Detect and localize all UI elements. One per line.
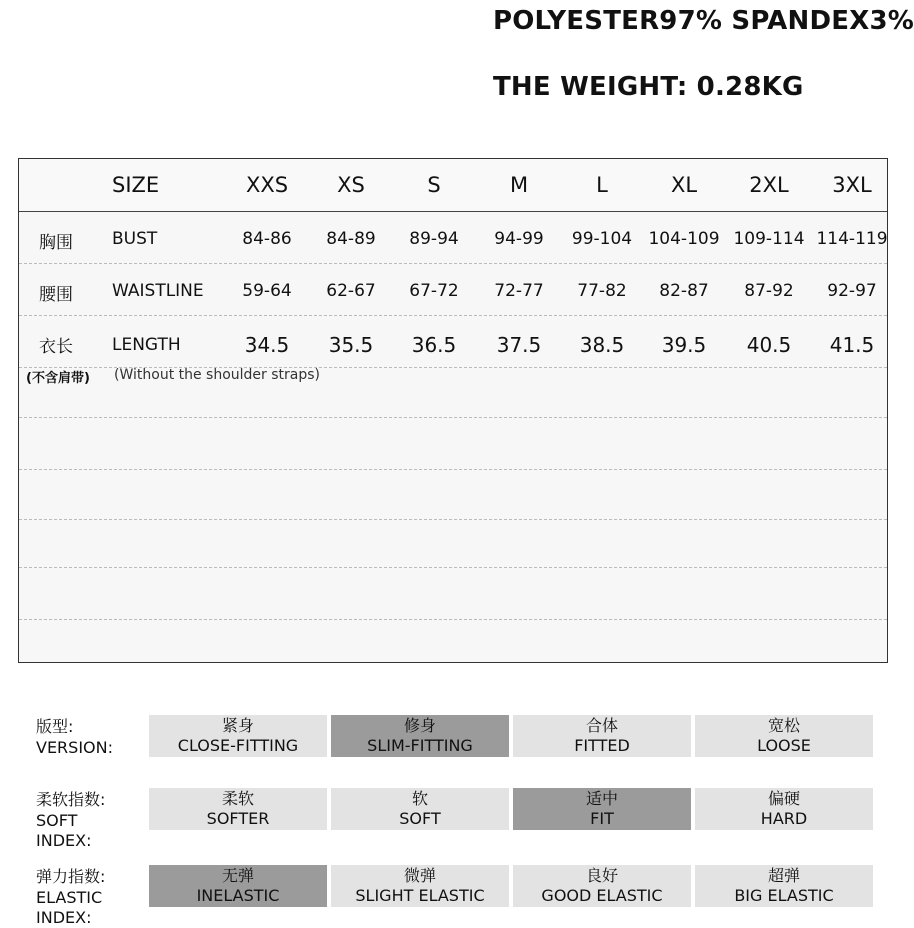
property-label-en: ELASTIC INDEX: <box>36 888 103 927</box>
option-box <box>695 788 873 830</box>
table-cell: 59-64 <box>242 281 292 301</box>
table-cell: 94-99 <box>494 229 544 249</box>
option-label-cn: 宽松 <box>767 716 800 735</box>
option-label-en: SLIGHT ELASTIC <box>355 886 485 905</box>
property-label-cn: 版型: <box>36 717 74 736</box>
table-cell: 99-104 <box>571 229 633 249</box>
table-row <box>19 315 887 367</box>
material-composition: POLYESTER97% SPANDEX3% <box>493 6 914 36</box>
table-cell: 72-77 <box>494 281 544 301</box>
option-label-cn: 柔软 <box>221 789 254 808</box>
size-header-cell: L <box>596 173 608 197</box>
table-cell: 41.5 <box>829 333 875 357</box>
row-label-cn: 衣长 <box>39 337 73 357</box>
option-label-en: GOOD ELASTIC <box>541 886 663 905</box>
row-divider <box>19 469 887 470</box>
option-box <box>513 715 691 757</box>
table-cell: 92-97 <box>827 281 877 301</box>
note-english: (Without the shoulder straps) <box>114 367 321 383</box>
option-label-en: FITTED <box>574 736 630 755</box>
size-chart-table <box>18 158 888 663</box>
option-label-en: SOFT <box>399 809 441 828</box>
table-cell: 84-86 <box>242 229 292 249</box>
size-header-cell: XL <box>670 173 698 197</box>
option-label-en: HARD <box>760 809 808 828</box>
row-divider <box>19 519 887 520</box>
option-label-en: SLIM-FITTING <box>367 736 473 755</box>
property-label-cn: 弹力指数: <box>36 867 106 886</box>
size-header-cell: XS <box>337 173 365 197</box>
table-cell: 67-72 <box>409 281 459 301</box>
table-cell: 39.5 <box>661 333 707 357</box>
option-label-cn: 无弹 <box>221 866 254 885</box>
option-box <box>513 865 691 907</box>
option-label-en: FIT <box>590 809 614 828</box>
table-cell: 82-87 <box>659 281 709 301</box>
property-label-cn: 柔软指数: <box>36 790 106 809</box>
size-column-label: SIZE <box>112 173 160 197</box>
row-divider <box>19 567 887 568</box>
table-cell: 36.5 <box>411 333 457 357</box>
option-box <box>695 715 873 757</box>
row-label-en: BUST <box>112 229 158 249</box>
option-label-en: INELASTIC <box>196 886 280 905</box>
option-box <box>149 715 327 757</box>
table-cell: 104-109 <box>648 229 720 249</box>
option-box <box>695 865 873 907</box>
option-label-cn: 修身 <box>403 716 436 735</box>
option-label-cn: 适中 <box>585 789 618 808</box>
table-cell: 77-82 <box>577 281 627 301</box>
table-row <box>19 211 887 263</box>
option-box <box>331 788 509 830</box>
row-divider <box>19 315 887 316</box>
row-label-cn: 胸围 <box>39 233 73 253</box>
table-cell: 89-94 <box>409 229 459 249</box>
table-cell: 34.5 <box>244 333 290 357</box>
property-label-en: SOFT INDEX: <box>36 811 92 850</box>
table-cell: 38.5 <box>579 333 625 357</box>
selected-option-box <box>513 788 691 830</box>
option-label-en: CLOSE-FITTING <box>177 736 299 755</box>
row-label-en: LENGTH <box>112 335 181 355</box>
selected-option-box <box>149 865 327 907</box>
table-cell: 114-119 <box>816 229 888 249</box>
option-label-cn: 超弹 <box>767 866 800 885</box>
option-label-cn: 合体 <box>585 716 618 735</box>
table-cell: 35.5 <box>328 333 374 357</box>
size-header-cell: 2XL <box>749 173 789 197</box>
note-chinese: (不含肩带) <box>26 371 90 386</box>
size-header-cell: S <box>427 173 441 197</box>
table-cell: 62-67 <box>326 281 376 301</box>
table-cell: 87-92 <box>744 281 794 301</box>
row-divider <box>19 417 887 418</box>
option-label-en: SOFTER <box>206 809 270 828</box>
property-label-en: VERSION: <box>36 738 113 757</box>
option-label-en: BIG ELASTIC <box>734 886 834 905</box>
row-label-cn: 腰围 <box>39 285 73 305</box>
table-cell: 37.5 <box>496 333 542 357</box>
option-label-cn: 软 <box>411 789 428 808</box>
option-label-en: LOOSE <box>757 736 811 755</box>
option-box <box>331 865 509 907</box>
size-header-cell: XXS <box>245 173 289 197</box>
size-header-row <box>19 159 887 212</box>
row-label-en: WAISTLINE <box>112 281 204 301</box>
table-cell: 109-114 <box>733 229 805 249</box>
row-divider <box>19 619 887 620</box>
option-label-cn: 微弹 <box>403 866 436 885</box>
product-weight: THE WEIGHT: 0.28KG <box>493 72 804 102</box>
table-row <box>19 263 887 315</box>
row-divider <box>19 263 887 264</box>
option-box <box>149 788 327 830</box>
option-label-cn: 良好 <box>585 866 618 885</box>
row-divider <box>19 367 887 368</box>
option-label-cn: 偏硬 <box>767 789 800 808</box>
table-cell: 84-89 <box>326 229 376 249</box>
size-header-cell: 3XL <box>832 173 872 197</box>
selected-option-box <box>331 715 509 757</box>
size-header-cell: M <box>509 173 529 197</box>
option-label-cn: 紧身 <box>221 716 254 735</box>
table-cell: 40.5 <box>746 333 792 357</box>
